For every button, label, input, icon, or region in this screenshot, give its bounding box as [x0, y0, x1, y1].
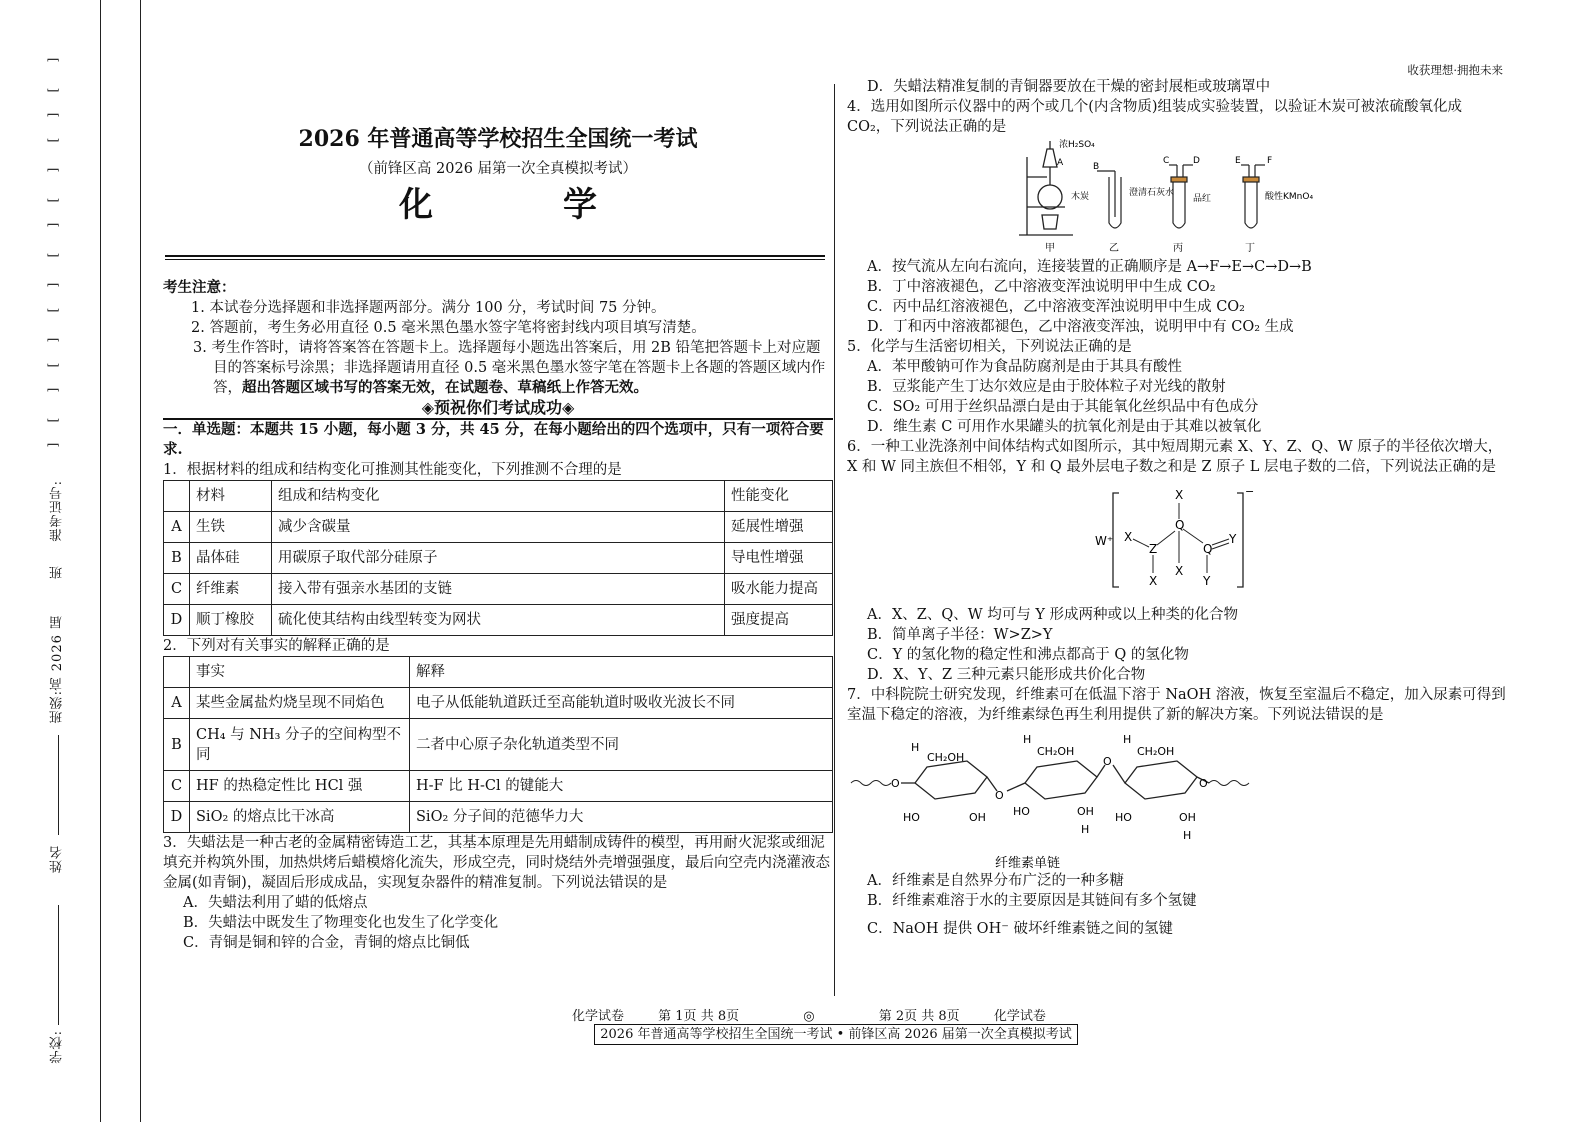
footer-right-subject: 化学试卷 — [993, 1009, 1046, 1024]
subject-title: 化 学 — [399, 185, 645, 225]
left-column — [163, 70, 833, 953]
binding-line-1 — [100, 0, 101, 1122]
svg-text:木炭: 木炭 — [1071, 192, 1090, 202]
apparatus-jia — [1019, 141, 1073, 235]
exam-title: 2026 年普通高等学校招生全国统一考试 — [298, 126, 698, 152]
q7-option-c: C．NaOH 提供 OH⁻ 破坏纤维素链之间的氢键 — [867, 921, 1173, 937]
table-row: D SiO₂ 的熔点比干冰高 SiO₂ 分子间的范德华力大 — [164, 802, 833, 833]
exam-no-bracket: ] — [45, 112, 60, 118]
q6-option-b: B．简单离子半径：W>Z>Y — [867, 627, 1053, 643]
footer-banner: 2026 年普通高等学校招生全国统一考试 • 前锋区高 2026 届第一次全真模拟考试 — [594, 1024, 1078, 1045]
q3-option-d: D．失蜡法精准复制的青铜器要放在干燥的密封展柜或玻璃罩中 — [867, 79, 1271, 95]
svg-text:Y: Y — [1229, 532, 1237, 546]
svg-text:丁: 丁 — [1245, 243, 1255, 254]
svg-text:Q: Q — [1175, 518, 1185, 532]
exam-no-bracket: [ — [45, 362, 60, 368]
q2-stem: 2．下列对有关事实的解释正确的是 — [163, 638, 390, 654]
table-row: A 生铁 减少含碳量 延展性增强 — [164, 512, 833, 543]
svg-text:HO: HO — [903, 811, 920, 824]
ban-label: 班 — [50, 565, 65, 579]
exam-no-bracket: ] — [45, 282, 60, 288]
svg-text:浓H₂SO₄: 浓H₂SO₄ — [1059, 140, 1095, 150]
q2-table — [163, 656, 833, 833]
binding-strip — [0, 0, 142, 1122]
svg-text:A: A — [1057, 158, 1064, 168]
q6-stem: 6．一种工业洗涤剂中间体结构式如图所示，其中短周期元素 X、Y、Z、Q、W 原子的半径依次增大，X 和 W 同主族但不相邻，Y 和 Q 最外层电子数之和是 Z 原子 L 层电子数的二倍，下列说法正确的是 — [847, 439, 1503, 475]
exam-no-bracket: [ — [45, 197, 60, 203]
q5-stem: 5．化学与生活密切相关，下列说法正确的是 — [847, 339, 1132, 355]
exam-no-bracket: [ — [45, 87, 60, 93]
svg-text:H: H — [1023, 733, 1032, 746]
exam-no-bracket: [ — [45, 417, 60, 423]
exam-no-bracket: ] — [45, 222, 60, 228]
svg-text:H: H — [1123, 733, 1132, 746]
exam-subtitle: （前锋区高 2026 届第一次全真模拟考试） — [358, 161, 638, 177]
table-row: C 纤维素 接入带有强亲水基团的支链 吸水能力提高 — [164, 574, 833, 605]
svg-text:Q: Q — [1203, 542, 1213, 556]
svg-text:O: O — [995, 789, 1004, 802]
q1-table — [163, 480, 833, 636]
svg-text:甲: 甲 — [1045, 243, 1055, 254]
svg-text:O: O — [1199, 777, 1208, 790]
svg-text:OH: OH — [1179, 811, 1196, 824]
good-luck: ◈预祝你们考试成功◈ — [421, 398, 575, 417]
q4-option-c: C．丙中品红溶液褪色，乙中溶液变浑浊说明甲中生成 CO₂ — [867, 299, 1245, 315]
title-rule — [165, 255, 825, 260]
notice-heading: 考生注意： — [163, 279, 236, 296]
cellulose-labels — [891, 733, 1208, 842]
table-row: A 某些金属盐灼烧呈现不同焰色 电子从低能轨道跃迁至高能轨道时吸收光波长不同 — [164, 688, 833, 719]
svg-text:CH₂OH: CH₂OH — [1037, 745, 1075, 758]
q4-option-b: B．丁中溶液褪色，乙中溶液变浑浊说明甲中生成 CO₂ — [867, 279, 1216, 295]
cellulose-diagram — [847, 725, 1507, 875]
q4-stem: 4．选用如图所示仪器中的两个或几个(内含物质)组装成实验装置，以验证木炭可被浓硫酸氧化成 CO₂，下列说法正确的是 — [847, 99, 1463, 135]
q3-option-b: B．失蜡法中既发生了物理变化也发生了化学变化 — [183, 915, 499, 931]
q4-apparatus-figure — [847, 137, 1507, 257]
exam-no-bracket: ] — [45, 167, 60, 173]
cellulose-caption: 纤维素单链 — [995, 856, 1061, 871]
svg-text:O: O — [891, 777, 900, 790]
q6-option-d: D．X、Y、Z 三种元素只能形成共价化合物 — [867, 667, 1146, 683]
svg-text:HO: HO — [1013, 805, 1030, 818]
apparatus-ding — [1241, 165, 1265, 228]
footer-mark: ◎ — [803, 1009, 815, 1024]
svg-text:酸性KMnO₄: 酸性KMnO₄ — [1265, 192, 1314, 202]
notice-item: 3. 考生作答时，请将答案答在答题卡上。选择题每小题选出答案后，用 2B 铅笔把答题卡上对应题目的答案标号涂黑；非选择题请用直径 0.5 毫米黑色墨水签字笔在答题卡上各题的答题区域内作答，超出答题区域书写的答案无效，在试题卷、草稿纸上作答无效。 — [193, 340, 826, 396]
svg-text:澄清石灰水: 澄清石灰水 — [1129, 188, 1175, 198]
apparatus-bing — [1169, 165, 1193, 228]
exam-no-bracket: ] — [45, 337, 60, 343]
exam-no-bracket: ] — [45, 57, 60, 63]
exam-no-bracket: [ — [45, 307, 60, 313]
svg-text:W⁺: W⁺ — [1095, 534, 1114, 548]
structure-bonds — [1133, 503, 1229, 573]
svg-text:X: X — [1124, 530, 1133, 544]
svg-text:HO: HO — [1115, 811, 1132, 824]
svg-text:O: O — [1103, 755, 1112, 768]
q7-option-b: B．纤维素难溶于水的主要原因是其链间有多个氢键 — [867, 893, 1197, 909]
svg-text:CH₂OH: CH₂OH — [927, 751, 965, 764]
footer-left-subject: 化学试卷 — [572, 1009, 625, 1024]
q5-option-c: C．SO₂ 可用于丝织品漂白是由于其能氧化丝织品中有色成分 — [867, 399, 1259, 415]
svg-text:X: X — [1175, 564, 1184, 578]
svg-text:−: − — [1245, 485, 1255, 498]
q4-option-a: A．按气流从左向右流向，连接装置的正确顺序是 A→F→E→C→D→B — [867, 259, 1312, 275]
exam-no-bracket: ] — [45, 387, 60, 393]
table-row: B CH₄ 与 NH₃ 分子的空间构型不同 二者中心原子杂化轨道类型不同 — [164, 719, 833, 771]
svg-text:Z: Z — [1149, 542, 1158, 556]
slogan: 收获理想·拥抱未来 — [1407, 63, 1503, 77]
q7-option-a: A．纤维素是自然界分布广泛的一种多糖 — [867, 873, 1124, 889]
binding-line-2 — [140, 0, 141, 1122]
table-header-row: 事实 解释 — [164, 657, 833, 688]
school-line — [58, 905, 59, 1025]
q6-structure-figure — [847, 477, 1507, 605]
svg-text:B: B — [1093, 162, 1100, 172]
apparatus-yi — [1097, 171, 1121, 228]
exam-no-bracket: ] — [45, 442, 60, 448]
exam-no-label: 准考证号: — [50, 480, 65, 542]
q5-option-d: D．维生素 C 可用作水果罐头的抗氧化剂是由于其难以被氧化 — [867, 419, 1262, 435]
glucose-rings — [901, 761, 1209, 799]
q5-option-a: A．苯甲酸钠可作为食品防腐剂是由于其具有酸性 — [867, 359, 1182, 375]
svg-text:品红: 品红 — [1193, 194, 1212, 204]
table-row: C HF 的热稳定性比 HCl 强 H-F 比 H-Cl 的键能大 — [164, 771, 833, 802]
right-column — [847, 77, 1507, 939]
svg-text:Y: Y — [1203, 574, 1211, 588]
exam-no-bracket: [ — [45, 137, 60, 143]
q5-option-b: B．豆浆能产生丁达尔效应是由于胶体粒子对光线的散射 — [867, 379, 1226, 395]
svg-text:C: C — [1163, 156, 1170, 166]
svg-text:E: E — [1235, 156, 1241, 166]
notice-item: 1. 本试卷分选择题和非选择题两部分。满分 100 分，考试时间 75 分钟。 — [191, 300, 666, 316]
table-row: B 晶体硅 用碳原子取代部分硅原子 导电性增强 — [164, 543, 833, 574]
q4-option-d: D．丁和丙中溶液都褪色，乙中溶液变浑浊，说明甲中有 CO₂ 生成 — [867, 319, 1294, 335]
exam-no-bracket: [ — [45, 252, 60, 258]
svg-text:D: D — [1193, 156, 1200, 166]
table-row: D 顺丁橡胶 硫化使其结构由线型转变为网状 强度提高 — [164, 605, 833, 636]
svg-text:X: X — [1149, 574, 1158, 588]
section-heading: 一．单选题：本题共 15 小题，每小题 3 分，共 45 分，在每小题给出的四个选项中，只有一项符合要求. — [163, 421, 824, 458]
svg-text:H: H — [1183, 829, 1192, 842]
svg-text:乙: 乙 — [1109, 243, 1119, 254]
structure-diagram — [847, 477, 1507, 605]
svg-text:CH₂OH: CH₂OH — [1137, 745, 1175, 758]
grade-label: 高 2026 届 — [50, 615, 65, 691]
svg-text:H: H — [911, 741, 920, 754]
svg-text:X: X — [1175, 488, 1184, 502]
footer-right-page: 第 2页 共 8页 — [878, 1009, 960, 1024]
q3-stem: 3．失蜡法是一种古老的金属精密铸造工艺，其基本原理是先用蜡制成铸件的模型，再用耐火泥浆或细泥填充并构筑外围，加热烘烤后蜡模熔化流失，形成空壳，同时烧结外壳增强强度，最后向空壳内浇灌液态金属(如青铜)，凝固后形成成品，实现复杂器件的精准复制。下列说法错误的是 — [163, 835, 830, 891]
svg-text:H: H — [1081, 823, 1090, 836]
svg-text:OH: OH — [1077, 805, 1094, 818]
name-line — [58, 735, 59, 835]
svg-text:F: F — [1267, 156, 1273, 166]
svg-text:OH: OH — [969, 811, 986, 824]
q6-option-a: A．X、Z、Q、W 均可与 Y 形成两种或以上种类的化合物 — [867, 607, 1239, 623]
svg-text:丙: 丙 — [1173, 243, 1183, 254]
q1-stem: 1．根据材料的组成和结构变化可推测其性能变化，下列推测不合理的是 — [163, 462, 622, 478]
column-divider — [834, 84, 835, 996]
footer-left-page: 第 1页 共 8页 — [658, 1009, 740, 1024]
q7-stem: 7．中科院院士研究发现，纤维素可在低温下溶于 NaOH 溶液，恢复至室温后不稳定，加入尿素可得到室温下稳定的溶液，为纤维素绿色再生利用提供了新的解决方案。下列说法错误的是 — [847, 687, 1506, 723]
class-label: 班级: — [50, 690, 65, 724]
school-label: 学校: — [50, 1030, 65, 1064]
table-header-row: 材料 组成和结构变化 性能变化 — [164, 481, 833, 512]
q3-option-a: A．失蜡法利用了蜡的低熔点 — [183, 895, 368, 911]
name-label: 姓名 — [50, 845, 65, 873]
apparatus-diagram — [847, 137, 1507, 257]
structure-atoms — [1124, 488, 1237, 588]
notice-item: 2. 答题前，考生务必用直径 0.5 毫米黑色墨水签字笔将密封线内项目填写清楚。 — [191, 320, 706, 336]
q3-option-c: C．青铜是铜和锌的合金，青铜的熔点比铜低 — [183, 935, 470, 951]
q6-option-c: C．Y 的氢化物的稳定性和沸点都高于 Q 的氢化物 — [867, 647, 1189, 663]
q7-cellulose-figure — [847, 725, 1507, 875]
